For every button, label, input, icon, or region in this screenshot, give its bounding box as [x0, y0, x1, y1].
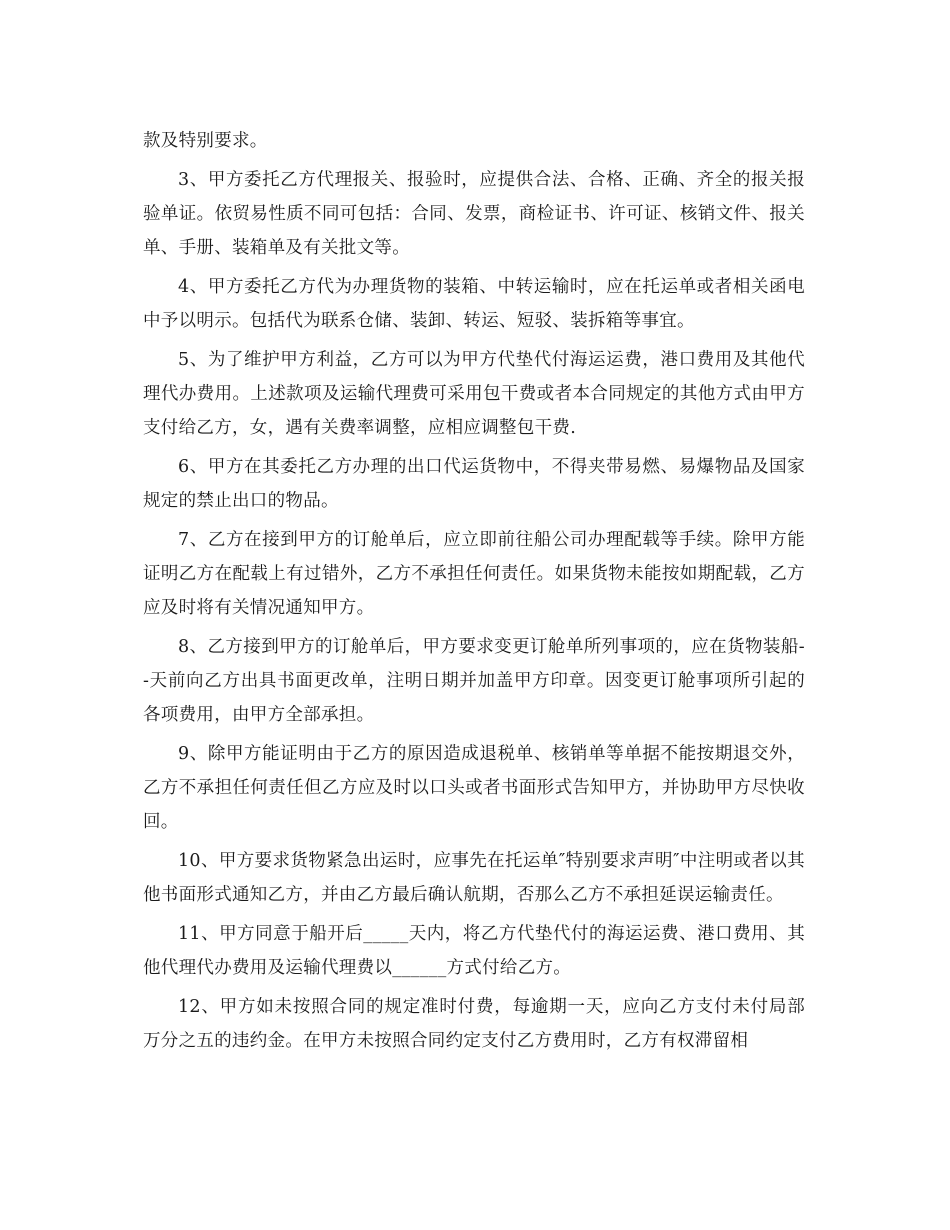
document-body [143, 124, 805, 1063]
paragraph-clause-9: 9、除甲方能证明由于乙方的原因造成退税单、核销单等单据不能按期退交外，乙方不承担任何责任但乙方应及时以口头或者书面形式告知甲方，并协助甲方尽快收回。 [143, 744, 805, 832]
paragraph-clause-7: 7、乙方在接到甲方的订舱单后，应立即前往船公司办理配载等手续。除甲方能证明乙方在配载上有过错外，乙方不承担任何责任。如果货物未能按如期配载，乙方应及时将有关情况通知甲方。 [143, 530, 805, 618]
paragraph-clause-5: 5、为了维护甲方利益，乙方可以为甲方代垫代付海运运费，港口费用及其他代理代办费用。上述款项及运输代理费可采用包干费或者本合同规定的其他方式由甲方支付给乙方，女，遇有关费率调整，应相应调整包干费. [143, 350, 805, 438]
paragraph-clause-6: 6、甲方在其委托乙方办理的出口代运货物中，不得夹带易燃、易爆物品及国家规定的禁止出口的物品。 [143, 457, 805, 511]
paragraph-clause-12: 12、甲方如未按照合同的规定准时付费，每逾期一天，应向乙方支付未付局部万分之五的违约金。在甲方未按照合同约定支付乙方费用时，乙方有权滞留相 [143, 997, 805, 1051]
paragraph-continuation: 款及特别要求。 [143, 131, 268, 151]
paragraph-clause-8: 8、乙方接到甲方的订舱单后，甲方要求变更订舱单所列事项的，应在货物装船--天前向乙方出具书面更改单，注明日期并加盖甲方印章。因变更订舱事项所引起的各项费用，由甲方全部承担。 [143, 637, 805, 725]
paragraph-clause-11: 11、甲方同意于船开后_____天内，将乙方代垫代付的海运运费、港口费用、其他代理代办费用及运输代理费以______方式付给乙方。 [143, 924, 805, 978]
paragraph-clause-3: 3、甲方委托乙方代理报关、报验时，应提供合法、合格、正确、齐全的报关报验单证。依贸易性质不同可包括：合同、发票，商检证书、许可证、核销文件、报关单、手册、装箱单及有关批文等。 [143, 170, 805, 258]
paragraph-clause-10: 10、甲方要求货物紧急出运时，应事先在托运单″特别要求声明″中注明或者以其他书面形式通知乙方，并由乙方最后确认航期，否那么乙方不承担延误运输责任。 [143, 851, 805, 905]
paragraph-clause-4: 4、甲方委托乙方代为办理货物的装箱、中转运输时，应在托运单或者相关函电中予以明示。包括代为联系仓储、装卸、转运、短驳、装拆箱等事宜。 [143, 277, 805, 331]
